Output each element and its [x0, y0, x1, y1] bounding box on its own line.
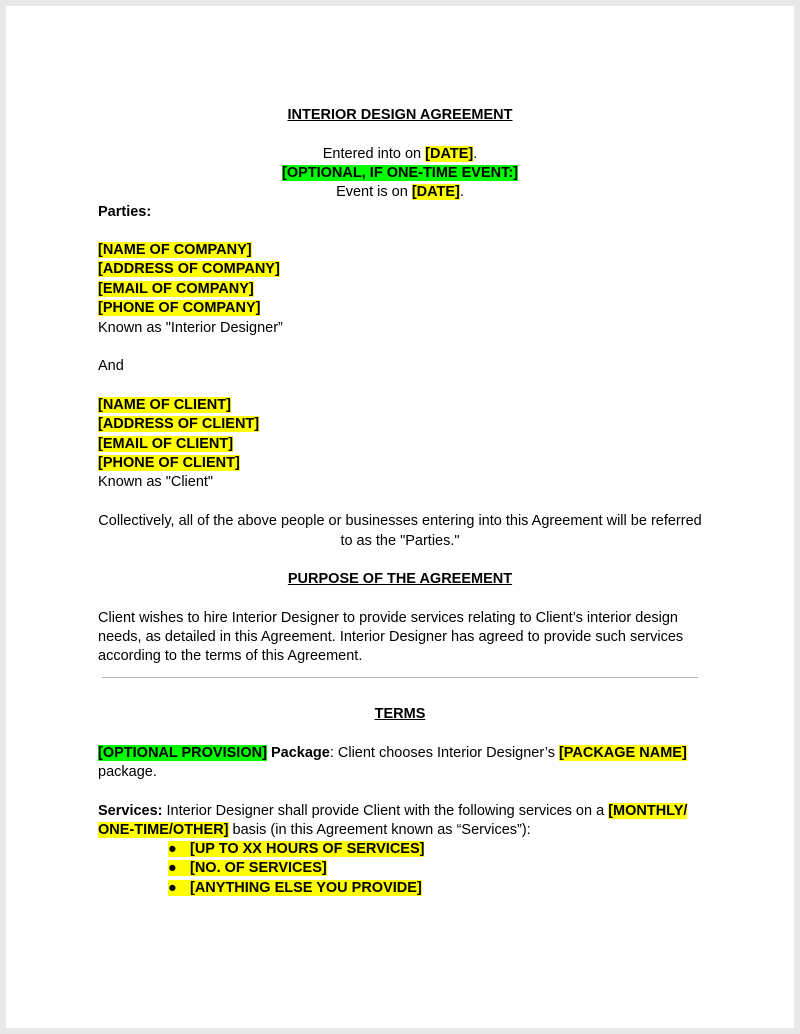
- terms-heading: TERMS: [374, 706, 426, 722]
- company-address-line: [98, 260, 702, 279]
- event-date-placeholder: [DATE]: [411, 184, 460, 200]
- service-bullet-item: [168, 879, 422, 898]
- services-text: Interior Designer shall provide Client with the following services on a: [162, 803, 609, 819]
- company-phone-line: [98, 299, 702, 318]
- package-name-placeholder: [PACKAGE NAME]: [558, 745, 687, 761]
- optional-event-line: [98, 164, 702, 183]
- service-bullet-item: [168, 859, 327, 878]
- services-label: Services:: [98, 803, 163, 819]
- and-label: And: [98, 358, 124, 374]
- parties-label: Parties:: [98, 204, 152, 220]
- client-phone-placeholder: [PHONE OF CLIENT]: [98, 455, 240, 471]
- service-bullet-text: ● [NO. OF SERVICES]: [168, 860, 327, 876]
- purpose-line-2: needs, as detailed in this Agreement. Interior Designer has agreed to provide such services: [98, 629, 684, 645]
- document-page: [6, 6, 794, 1028]
- services-basis-placeholder-1: [MONTHLY/: [608, 803, 688, 819]
- agreement-title: INTERIOR DESIGN AGREEMENT: [287, 107, 513, 123]
- client-known-as: Known as "Client": [98, 474, 214, 490]
- services-line-1: [98, 802, 702, 821]
- company-known-as: Known as "Interior Designer”: [98, 320, 283, 336]
- entered-date-placeholder: [DATE]: [425, 146, 474, 162]
- service-bullet-text: ● [UP TO XX HOURS OF SERVICES]: [168, 841, 425, 857]
- purpose-line-3: according to the terms of this Agreement.: [98, 648, 363, 664]
- event-prefix: Event is on: [336, 184, 412, 200]
- package-label: Package: [270, 745, 330, 761]
- package-line-2: package.: [98, 764, 157, 780]
- company-email-placeholder: [EMAIL OF COMPANY]: [98, 281, 254, 297]
- purpose-line-1: Client wishes to hire Interior Designer to provide services relating to Client’s interior design: [98, 610, 678, 626]
- client-name-line: [98, 396, 702, 415]
- services-basis-placeholder-2: ONE-TIME/OTHER]: [98, 822, 229, 838]
- service-bullet-text: ● [ANYTHING ELSE YOU PROVIDE]: [168, 880, 422, 896]
- bullet-icon: ●: [168, 880, 177, 896]
- client-address-placeholder: [ADDRESS OF CLIENT]: [98, 416, 260, 432]
- event-line: [98, 183, 702, 202]
- optional-event-placeholder: [OPTIONAL, IF ONE-TIME EVENT:]: [281, 165, 519, 181]
- package-line-1: [98, 744, 702, 763]
- company-name-line: [98, 241, 702, 260]
- services-line-2: [98, 821, 702, 840]
- entered-into-line: [98, 145, 702, 164]
- event-suffix: .: [459, 184, 464, 200]
- company-email-line: [98, 280, 702, 299]
- client-email-line: [98, 435, 702, 454]
- horizontal-divider: [102, 677, 698, 678]
- entered-suffix: .: [473, 146, 478, 162]
- services-text-2: basis (in this Agreement known as “Services”):: [228, 822, 531, 838]
- service-bullet-item: [168, 840, 424, 859]
- bullet-icon: ●: [168, 841, 177, 857]
- client-phone-line: [98, 454, 702, 473]
- company-name-placeholder: [NAME OF COMPANY]: [98, 242, 252, 258]
- package-optional-placeholder: [OPTIONAL PROVISION]: [98, 745, 267, 761]
- entered-prefix: Entered into on: [322, 146, 426, 162]
- client-email-placeholder: [EMAIL OF CLIENT]: [98, 436, 234, 452]
- client-name-placeholder: [NAME OF CLIENT]: [98, 397, 231, 413]
- client-address-line: [98, 415, 702, 434]
- company-address-placeholder: [ADDRESS OF COMPANY]: [98, 261, 280, 277]
- company-phone-placeholder: [PHONE OF COMPANY]: [98, 300, 261, 316]
- package-text: : Client chooses Interior Designer’s: [329, 745, 559, 761]
- bullet-icon: ●: [168, 860, 177, 876]
- collectively-line-1: Collectively, all of the above people or businesses entering into this Agreement will be referred: [98, 513, 702, 529]
- collectively-line-2: to as the "Parties.": [340, 533, 460, 549]
- purpose-heading: PURPOSE OF THE AGREEMENT: [287, 571, 513, 587]
